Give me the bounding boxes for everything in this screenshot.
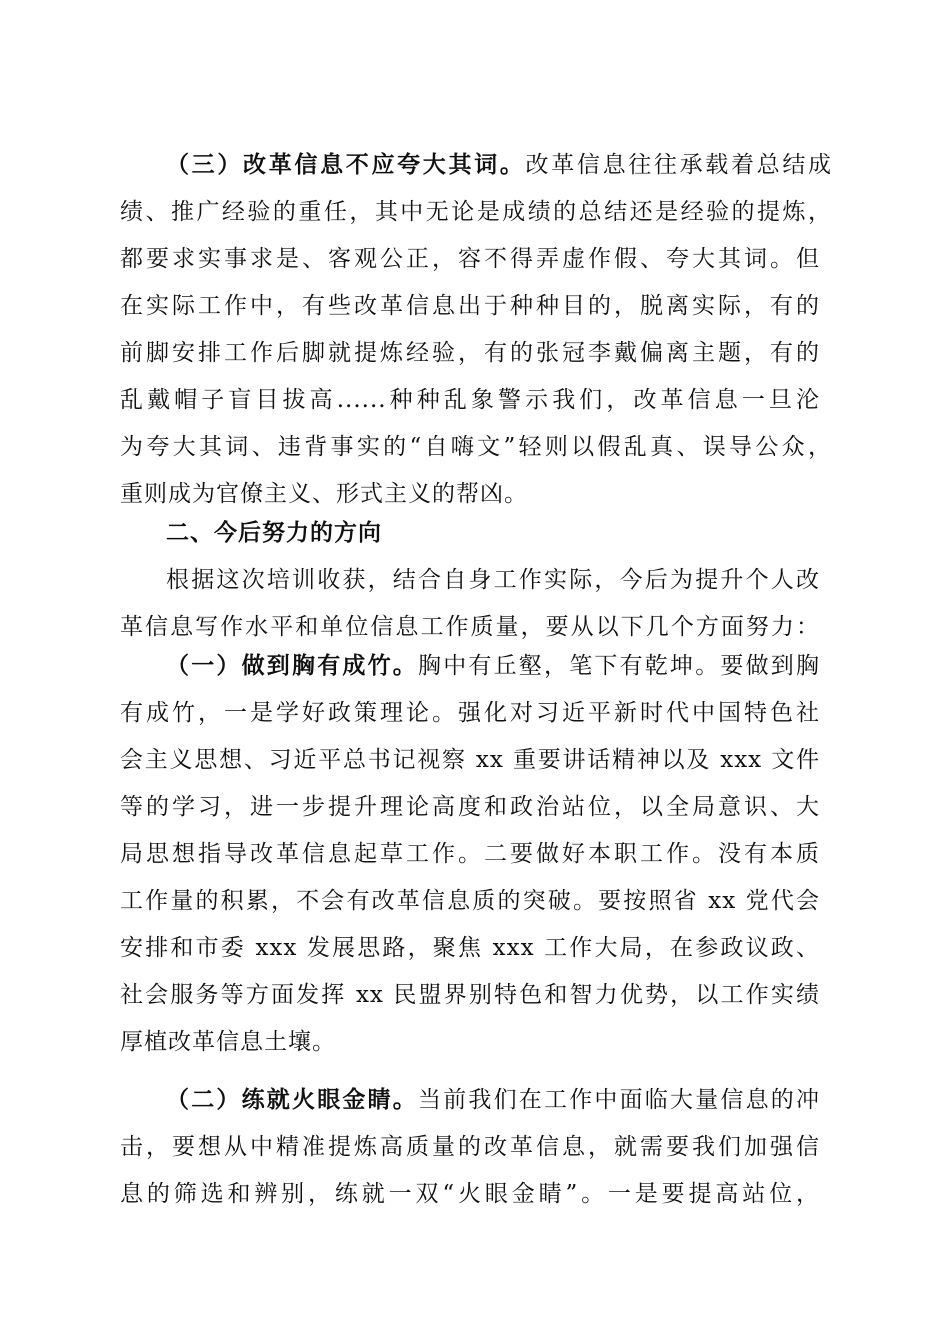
paragraph-line: 击，要想从中精准提炼高质量的改革信息，就需要我们加强信 — [120, 1134, 820, 1160]
paragraph-text: 胸中有丘壑，笔下有乾坤。要做到胸 — [418, 653, 821, 679]
subheading-2: （二）练就火眼金睛。 — [166, 1087, 418, 1113]
subheading-1: （一）做到胸有成竹。 — [166, 653, 418, 679]
subheading-3: （三）改革信息不应夸大其词。 — [166, 152, 526, 178]
paragraph-line: 前脚安排工作后脚就提炼经验，有的张冠李戴偏离主题，有的 — [120, 340, 820, 366]
paragraph-line: 根据这次培训收获，结合自身工作实际，今后为提升个人改 — [166, 567, 820, 593]
paragraph-line — [166, 649, 820, 683]
paragraph-line: 为夸大其词、违背事实的“自嗨文”轻则以假乱真、误导公众， — [120, 434, 832, 460]
paragraph-line — [166, 148, 832, 182]
paragraph-line: 有成竹，一是学好政策理论。强化对习近平新时代中国特色社 — [120, 700, 820, 726]
paragraph-line: 重则成为官僚主义、形式主义的帮凶。 — [120, 481, 528, 507]
paragraph-line: 都要求实事求是、客观公正，容不得弄虚作假、夸大其词。但 — [120, 246, 820, 272]
paragraph-line: 等的学习，进一步提升理论高度和政治站位，以全局意识、大 — [120, 794, 820, 820]
paragraph-line: 社会服务等方面发挥 xx 民盟界别特色和智力优势，以工作实绩 — [120, 982, 820, 1008]
paragraph-line: 革信息写作水平和单位信息工作质量，要从以下几个方面努力： — [120, 614, 820, 640]
paragraph-text: 改革信息往往承载着总结成 — [525, 152, 833, 178]
paragraph-line: 在实际工作中，有些改革信息出于种种目的，脱离实际，有的 — [120, 293, 820, 319]
paragraph-line: 工作量的积累，不会有改革信息质的突破。要按照省 xx 党代会 — [120, 888, 820, 914]
paragraph-line: 息的筛选和辨别，练就一双“火眼金睛”。一是要提高站位， — [120, 1181, 820, 1207]
section-heading: 二、今后努力的方向 — [166, 520, 382, 546]
paragraph-line: 绩、推广经验的重任，其中无论是成绩的总结还是经验的提炼， — [120, 199, 832, 225]
paragraph-line: 会主义思想、习近平总书记视察 xx 重要讲话精神以及 xxx 文件 — [120, 747, 820, 773]
paragraph-line — [166, 1083, 820, 1117]
paragraph-text: 当前我们在工作中面临大量信息的冲 — [418, 1087, 821, 1113]
paragraph-line: 局思想指导改革信息起草工作。二要做好本职工作。没有本质 — [120, 841, 820, 867]
paragraph-line: 厚植改革信息土壤。 — [120, 1029, 336, 1055]
paragraph-line: 安排和市委 xxx 发展思路，聚焦 xxx 工作大局，在参政议政、 — [120, 935, 820, 961]
paragraph-line: 乱戴帽子盲目拔高......种种乱象警示我们，改革信息一旦沦 — [120, 387, 820, 413]
